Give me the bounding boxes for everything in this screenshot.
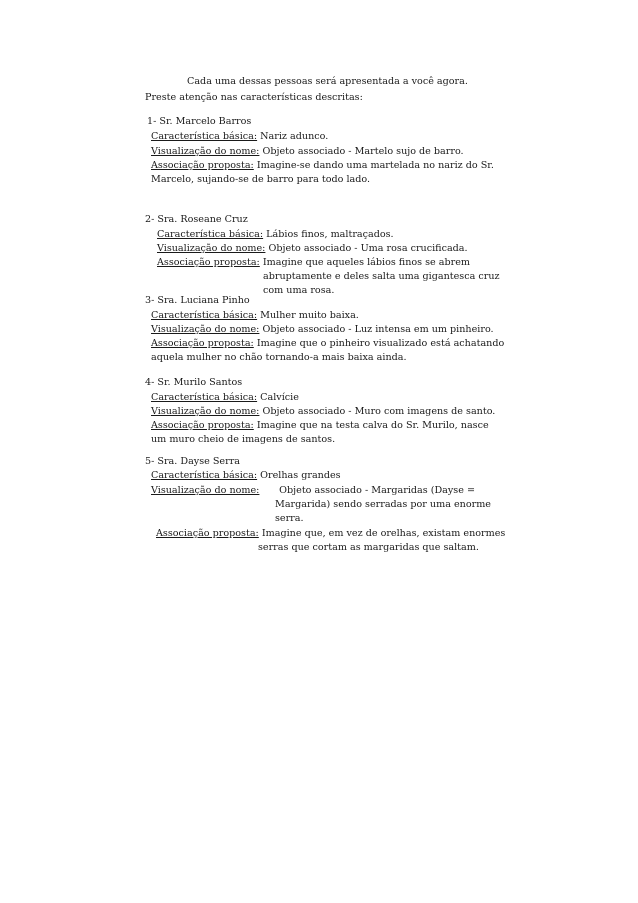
person-1-assoc xyxy=(151,160,494,172)
person-5-assoc-cont: serras que cortam as margaridas que saltam. xyxy=(258,542,479,553)
basic-label: Característica básica: xyxy=(151,310,258,321)
person-3-title: 3- Sra. Luciana Pinho xyxy=(145,295,250,306)
person-3-basic xyxy=(151,310,359,322)
person-5-title: 5- Sra. Dayse Serra xyxy=(145,456,240,467)
person-1-visual xyxy=(151,146,464,158)
visual-value: Objeto associado - Muro com imagens de santo. xyxy=(262,406,496,417)
basic-label: Característica básica: xyxy=(151,392,258,403)
person-4-visual xyxy=(151,406,495,418)
person-5-visual xyxy=(151,485,475,497)
person-2-visual xyxy=(157,243,468,255)
visual-label: Visualização do nome: xyxy=(151,485,260,496)
person-1-assoc-cont: Marcelo, sujando-se de barro para todo lado. xyxy=(151,174,371,185)
basic-value: Calvície xyxy=(260,392,299,403)
person-2-title: 2- Sra. Roseane Cruz xyxy=(145,214,248,225)
person-5-visual-cont-1: Margarida) sendo serradas por uma enorme xyxy=(275,499,491,510)
assoc-label: Associação proposta: xyxy=(156,528,259,539)
person-4-assoc-cont: um muro cheio de imagens de santos. xyxy=(151,434,336,445)
person-4-title: 4- Sr. Murilo Santos xyxy=(145,377,243,388)
assoc-value: Imagine que o pinheiro visualizado está achatando xyxy=(256,338,505,349)
visual-label: Visualização do nome: xyxy=(151,146,260,157)
person-2-basic xyxy=(157,229,394,241)
person-2-assoc-cont-2: com uma rosa. xyxy=(263,285,335,296)
assoc-label: Associação proposta: xyxy=(151,160,254,171)
assoc-value: Imagine-se dando uma martelada no nariz do Sr. xyxy=(256,160,494,171)
intro-line-1: Cada uma dessas pessoas será apresentada a você agora. xyxy=(187,76,468,87)
person-1-basic xyxy=(151,131,328,143)
person-3-assoc-cont: aquela mulher no chão tornando-a mais baixa ainda. xyxy=(151,352,407,363)
person-1-title: 1- Sr. Marcelo Barros xyxy=(147,116,252,127)
person-5-basic xyxy=(151,470,341,482)
basic-value: Lábios finos, maltraçados. xyxy=(266,229,394,240)
person-3-assoc xyxy=(151,338,504,350)
person-4-basic xyxy=(151,392,299,404)
person-5-visual-cont-2: serra. xyxy=(275,513,304,524)
visual-label: Visualização do nome: xyxy=(157,243,266,254)
visual-value: Objeto associado - Margaridas (Dayse = xyxy=(279,485,475,496)
basic-value: Nariz adunco. xyxy=(260,131,329,142)
assoc-label: Associação proposta: xyxy=(151,420,254,431)
person-5-assoc xyxy=(156,528,505,540)
visual-value: Objeto associado - Luz intensa em um pinheiro. xyxy=(262,324,494,335)
intro-line-2: Preste atenção nas características descritas: xyxy=(145,92,363,103)
assoc-label: Associação proposta: xyxy=(151,338,254,349)
basic-value: Mulher muito baixa. xyxy=(260,310,359,321)
visual-value: Objeto associado - Martelo sujo de barro. xyxy=(262,146,464,157)
basic-value: Orelhas grandes xyxy=(260,470,341,481)
assoc-label: Associação proposta: xyxy=(157,257,260,268)
visual-value: Objeto associado - Uma rosa crucificada. xyxy=(268,243,468,254)
basic-label: Característica básica: xyxy=(151,131,258,142)
person-2-assoc xyxy=(157,257,470,269)
person-3-visual xyxy=(151,324,494,336)
person-4-assoc xyxy=(151,420,489,432)
basic-label: Característica básica: xyxy=(151,470,258,481)
visual-label: Visualização do nome: xyxy=(151,406,260,417)
assoc-value: Imagine que aqueles lábios finos se abrem xyxy=(262,257,471,268)
assoc-value: Imagine que na testa calva do Sr. Murilo, nasce xyxy=(256,420,489,431)
visual-label: Visualização do nome: xyxy=(151,324,260,335)
basic-label: Característica básica: xyxy=(157,229,264,240)
person-2-assoc-cont-1: abruptamente e deles salta uma gigantesca cruz xyxy=(263,271,500,282)
assoc-value: Imagine que, em vez de orelhas, existam enormes xyxy=(261,528,506,539)
